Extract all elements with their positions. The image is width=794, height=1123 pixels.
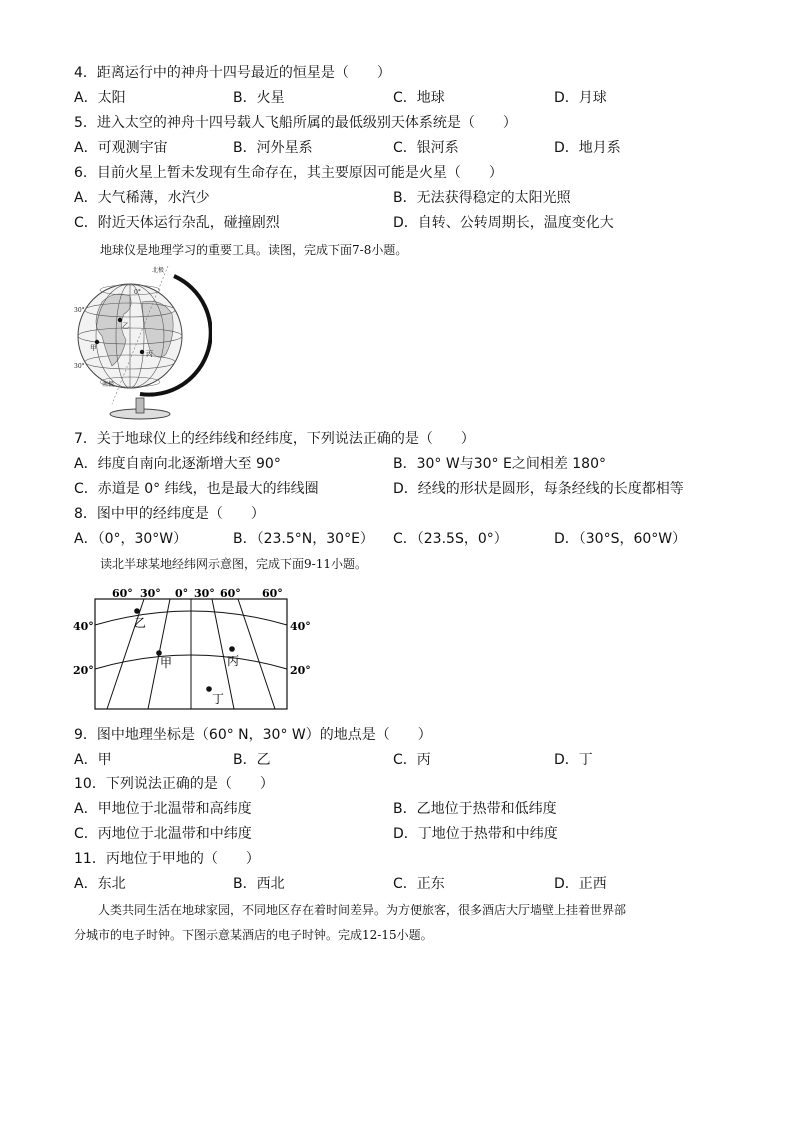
globe-figure (72, 262, 212, 422)
globe-lat-30n-label: 30° (74, 307, 85, 314)
q4-option-a: A．太阳 (74, 90, 126, 106)
q7-option-d: D．经线的形状是圆形，每条经线的长度都相等 (393, 481, 684, 497)
intro-9-11: 读北半球某地经纬网示意图，完成下面9-11小题。 (100, 557, 367, 571)
globe-south-pole-label: 南极 (102, 381, 115, 388)
globe-point-jia: 甲 (90, 344, 97, 352)
q5-option-d: D．地月系 (554, 140, 621, 156)
globe-prime-meridian-label: 0° (134, 289, 141, 296)
q11-option-b: B．西北 (233, 876, 285, 892)
globe-point-bing: 丙 (146, 350, 153, 358)
q11-option-c: C．正东 (393, 876, 445, 892)
grid-right-label-20: 20° (290, 664, 311, 677)
q4-option-b: B．火星 (233, 90, 285, 106)
question-6-stem: 6．目前火星上暂未发现有生命存在，其主要原因可能是火星（ ） (74, 165, 503, 181)
q9-option-d: D．丁 (554, 752, 593, 768)
question-9-stem: 9．图中地理坐标是（60° N，30° W）的地点是（ ） (74, 727, 432, 743)
question-11-stem: 11．丙地位于甲地的（ ） (74, 851, 260, 867)
q9-option-b: B．乙 (233, 752, 271, 768)
q4-option-d: D．月球 (554, 90, 607, 106)
q5-option-c: C．银河系 (393, 140, 459, 156)
q10-option-b: B．乙地位于热带和低纬度 (393, 801, 557, 817)
grid-top-label-2: 30° (140, 587, 161, 600)
q6-option-d: D．自转、公转周期长，温度变化大 (393, 215, 614, 231)
latlon-grid-figure (72, 585, 322, 713)
q10-option-d: D．丁地位于热带和中纬度 (393, 826, 558, 842)
q9-option-a: A．甲 (74, 752, 112, 768)
q7-option-a: A．纬度自南向北逐渐增大至 90° (74, 456, 281, 472)
grid-right-label-40: 40° (290, 620, 311, 633)
q11-option-d: D．正西 (554, 876, 607, 892)
grid-left-label-40: 40° (73, 620, 94, 633)
grid-point-jia: 甲 (160, 656, 173, 670)
q8-option-d: D．（30°S，60°W） (554, 531, 687, 547)
grid-top-label-5: 60° (220, 587, 241, 600)
question-7-stem: 7．关于地球仪上的经纬线和经纬度，下列说法正确的是（ ） (74, 431, 475, 447)
q10-option-c: C．丙地位于北温带和中纬度 (74, 826, 252, 842)
globe-north-pole-label: 北极 (152, 267, 165, 274)
grid-top-label-1: 60° (112, 587, 133, 600)
question-4-stem: 4．距离运行中的神舟十四号最近的恒星是（ ） (74, 65, 391, 81)
grid-point-ding: 丁 (212, 692, 225, 706)
q7-option-b: B．30° W与30° E之间相差 180° (393, 456, 606, 472)
q6-option-a: A．大气稀薄，水汽少 (74, 190, 210, 206)
q6-option-c: C．附近天体运行杂乱，碰撞剧烈 (74, 215, 280, 231)
grid-top-label-3: 0° (175, 587, 189, 600)
question-8-stem: 8．图中甲的经纬度是（ ） (74, 506, 265, 522)
q7-option-c: C．赤道是 0° 纬线，也是最大的纬线圈 (74, 481, 319, 497)
q5-option-b: B．河外星系 (233, 140, 313, 156)
globe-lat-30s-label: 30° (74, 363, 85, 370)
q5-option-a: A．可观测宇宙 (74, 140, 168, 156)
q4-option-c: C．地球 (393, 90, 445, 106)
q6-option-b: B．无法获得稳定的太阳光照 (393, 190, 571, 206)
grid-top-label-6: 60° (262, 587, 283, 600)
grid-point-bing: 丙 (227, 654, 240, 668)
globe-point-yi: 乙 (122, 322, 129, 330)
intro-12-15-line-2: 分城市的电子时钟。下图示意某酒店的电子时钟。完成12-15小题。 (74, 928, 433, 942)
q11-option-a: A．东北 (74, 876, 126, 892)
grid-left-label-20: 20° (73, 664, 94, 677)
grid-top-label-4: 30° (194, 587, 215, 600)
intro-12-15-line-1: 人类共同生活在地球家园，不同地区存在着时间差异。为方便旅客，很多酒店大厅墙壁上挂着世界部 (74, 903, 627, 917)
grid-point-yi: 乙 (134, 616, 147, 630)
q8-option-c: C．（23.5S，0°） (393, 531, 508, 547)
q8-option-b: B．（23.5°N，30°E） (233, 531, 374, 547)
question-10-stem: 10．下列说法正确的是（ ） (74, 776, 274, 792)
question-5-stem: 5．进入太空的神舟十四号载人飞船所属的最低级别天体系统是（ ） (74, 115, 517, 131)
intro-7-8: 地球仪是地理学习的重要工具。读图，完成下面7-8小题。 (100, 243, 408, 257)
q9-option-c: C．丙 (393, 752, 431, 768)
q10-option-a: A．甲地位于北温带和高纬度 (74, 801, 252, 817)
q8-option-a: A．（0°，30°W） (74, 531, 188, 547)
